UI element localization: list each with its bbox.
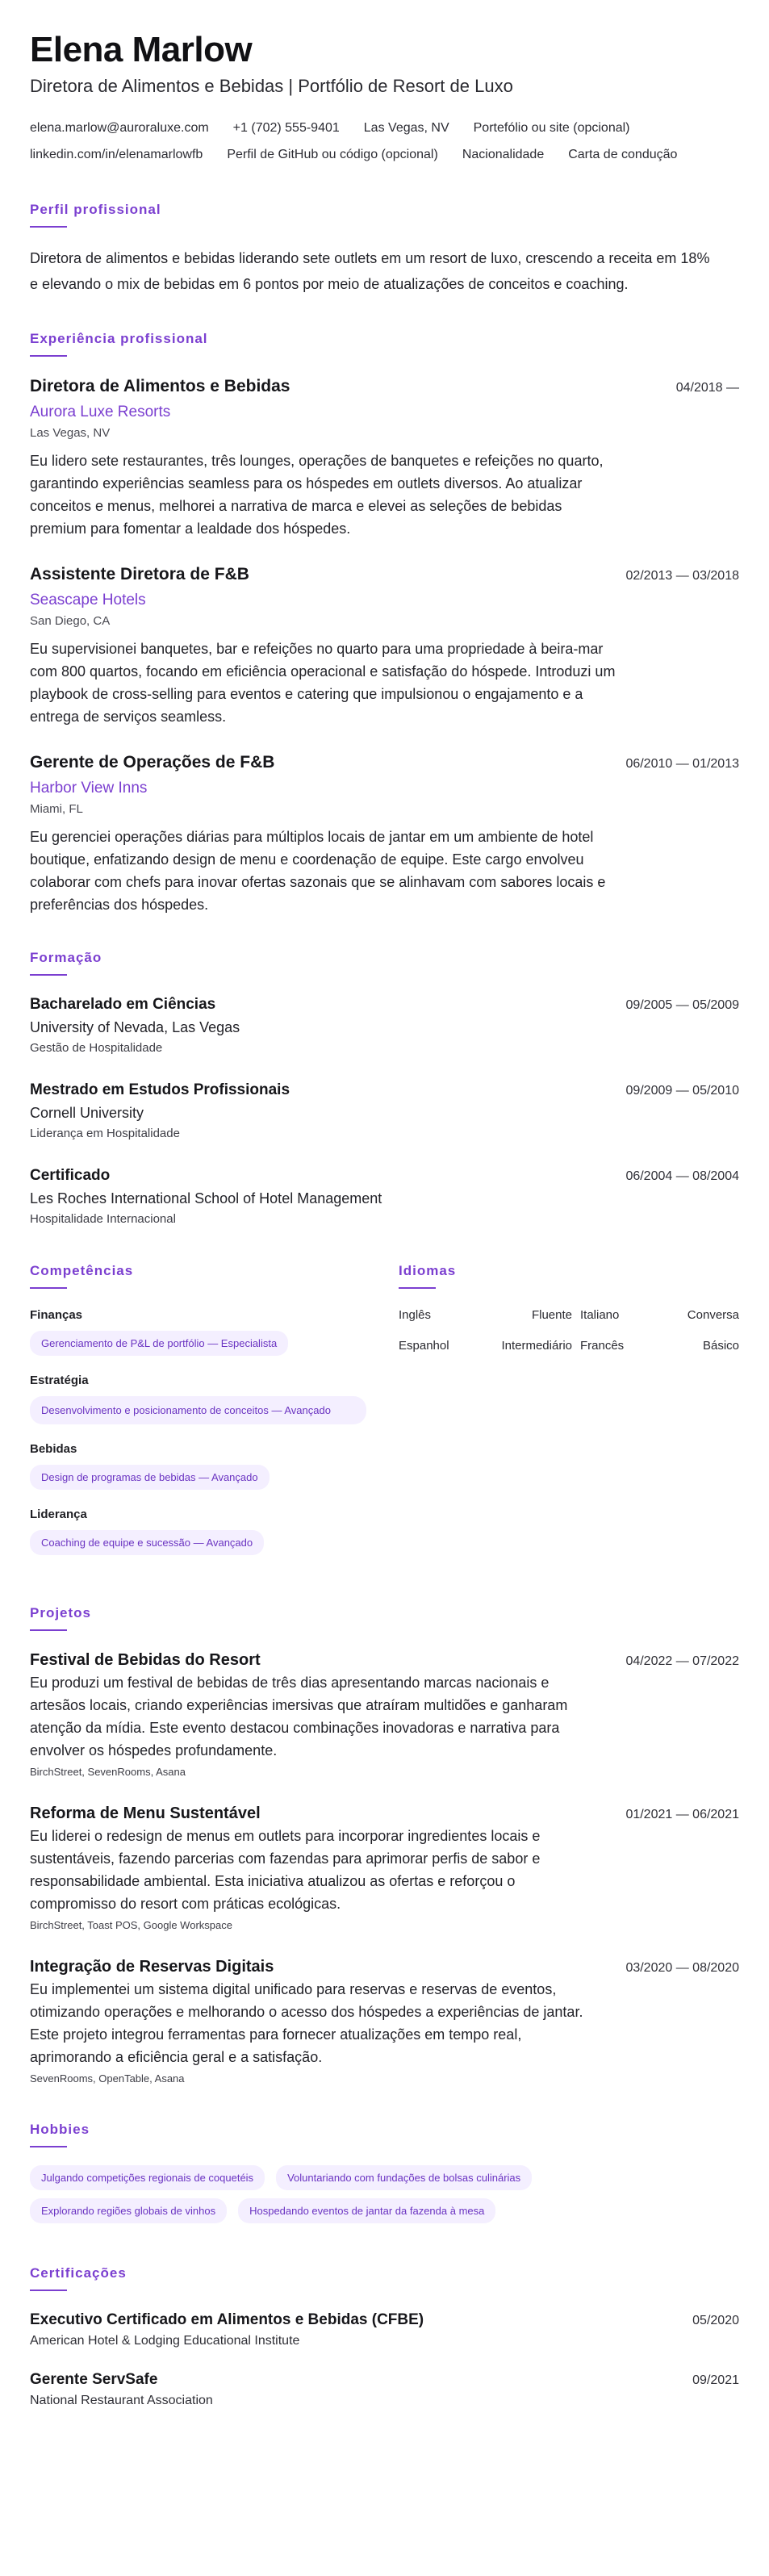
- section-title: Competências: [30, 1263, 134, 1278]
- education-school: Cornell University: [30, 1105, 144, 1121]
- certification-title: Gerente ServSafe: [30, 2371, 158, 2388]
- language-row: [399, 1307, 739, 1324]
- job-description: Eu lidero sete restaurantes, três lounges, operações de banquetes e refeições no quarto, garantindo experiências seamless para os hóspedes em outlets diversos. Ao atualizar conceitos e menus, melhorei a narrativa de marca e elevei as seleções de bebidas premium para fomentar a lealdade dos hóspedes.: [30, 453, 604, 537]
- skill-group: [30, 1441, 366, 1490]
- education-school: University of Nevada, Las Vegas: [30, 1019, 240, 1035]
- language-name: Espanhol: [399, 1339, 449, 1353]
- education-school: Les Roches International School of Hotel Management: [30, 1190, 382, 1206]
- education-degree: Mestrado em Estudos Profissionais: [30, 1081, 290, 1098]
- job-entry: [30, 562, 739, 728]
- language-name: Inglês: [399, 1308, 432, 1322]
- section-title: Certificações: [30, 2265, 127, 2281]
- skills-languages-row: [30, 1261, 739, 1571]
- job-title: Gerente de Operações de F&B: [30, 753, 275, 772]
- hobby-chip: Hospedando eventos de jantar da fazenda à mesa: [238, 2198, 495, 2223]
- section-title: Hobbies: [30, 2122, 90, 2137]
- job-dates: 06/2010 — 01/2013: [625, 757, 739, 771]
- section-title: Experiência profissional: [30, 331, 208, 346]
- hobby-chip: Julgando competições regionais de coquetéis: [30, 2165, 265, 2190]
- candidate-title: Diretora de Alimentos e Bebidas | Portfólio de Resort de Luxo: [30, 76, 513, 96]
- project-tools: BirchStreet, SevenRooms, Asana: [30, 1766, 186, 1778]
- project-dates: 03/2020 — 08/2020: [625, 1961, 739, 1975]
- section-title: Idiomas: [399, 1263, 457, 1278]
- certification-entry: [30, 2309, 739, 2351]
- section-title: Formação: [30, 950, 102, 965]
- education-entry: [30, 993, 739, 1058]
- education-field: Liderança em Hospitalidade: [30, 1127, 180, 1140]
- project-entry: [30, 1802, 739, 1934]
- contact-email[interactable]: elena.marlow@auroraluxe.com: [30, 121, 209, 135]
- contact-github[interactable]: Perfil de GitHub ou código (opcional): [227, 148, 438, 161]
- language-level: Fluente: [531, 1308, 572, 1322]
- language-level: Conversa: [687, 1308, 739, 1322]
- job-title: Assistente Diretora de F&B: [30, 565, 249, 583]
- hobby-list: [30, 2165, 643, 2231]
- job-title: Diretora de Alimentos e Bebidas: [30, 377, 290, 395]
- education-section: [30, 948, 739, 1229]
- section-title: Perfil profissional: [30, 202, 161, 217]
- project-title: Integração de Reservas Digitais: [30, 1958, 274, 1976]
- language-level: Básico: [702, 1339, 739, 1353]
- skill-chip: Coaching de equipe e sucessão — Avançado: [30, 1530, 264, 1555]
- education-field: Hospitalidade Internacional: [30, 1212, 176, 1226]
- job-location: San Diego, CA: [30, 614, 111, 628]
- skill-group: [30, 1307, 366, 1356]
- job-description: Eu supervisionei banquetes, bar e refeições no quarto para uma propriedade à beira-mar com 800 quartos, focando em eficiência operacional e satisfação do hóspede. Introduzi um playbook de cross-selling para eventos e catering que impulsionou o engajamento e a entrega de serviços seamless.: [30, 641, 616, 725]
- education-degree: Bacharelado em Ciências: [30, 996, 216, 1013]
- education-entry: [30, 1079, 739, 1144]
- projects-section: [30, 1604, 739, 2088]
- job-location: Miami, FL: [30, 802, 83, 816]
- summary-section: [30, 200, 739, 297]
- contact-list: [30, 115, 739, 168]
- section-title: Projetos: [30, 1605, 92, 1620]
- experience-section: [30, 329, 739, 916]
- language-name: Italiano: [580, 1308, 620, 1322]
- skill-group: [30, 1506, 366, 1555]
- job-description: Eu gerenciei operações diárias para múltiplos locais de jantar em um ambiente de hotel boutique, enfatizando design de menu e coordenação de equipe. Este cargo envolveu colaborar com chefs para inovar ofertas sazonais que se alinhavam com sabores locais e preferências dos hóspedes.: [30, 829, 606, 913]
- job-entry: [30, 751, 739, 916]
- certification-date: 09/2021: [692, 2373, 739, 2387]
- certification-org: National Restaurant Association: [30, 2394, 213, 2407]
- contact-portfolio[interactable]: Portefólio ou site (opcional): [473, 121, 630, 135]
- section-divider: [30, 2146, 67, 2147]
- education-degree: Certificado: [30, 1167, 111, 1184]
- section-divider: [30, 1629, 67, 1631]
- section-divider: [30, 355, 67, 357]
- job-company: Aurora Luxe Resorts: [30, 404, 171, 420]
- contact-phone[interactable]: +1 (702) 555-9401: [232, 121, 340, 135]
- project-description: Eu implementei um sistema digital unificado para reservas e reservas de eventos, otimizando operações e melhorando o acesso dos hóspedes a experiências de jantar. Este projeto integrou ferramentas para fornecer atualizações em tempo real, aprimorando a eficiência geral e a satisfação.: [30, 1981, 583, 2065]
- contact-linkedin[interactable]: linkedin.com/in/elenamarlowfb: [30, 148, 203, 161]
- hobby-chip: Explorando regiões globais de vinhos: [30, 2198, 227, 2223]
- language-level: Intermediário: [501, 1339, 572, 1353]
- skill-chip: Desenvolvimento e posicionamento de conceitos — Avançado: [30, 1396, 366, 1424]
- skill-category: Finanças: [30, 1308, 83, 1322]
- job-location: Las Vegas, NV: [30, 426, 111, 440]
- job-company: Seascape Hotels: [30, 592, 146, 608]
- project-title: Festival de Bebidas do Resort: [30, 1651, 261, 1669]
- project-title: Reforma de Menu Sustentável: [30, 1804, 261, 1822]
- skills-section: [30, 1261, 366, 1571]
- certification-entry: [30, 2369, 739, 2411]
- contact-location: Las Vegas, NV: [363, 121, 449, 135]
- education-entry: [30, 1165, 739, 1229]
- language-name: Francês: [580, 1339, 625, 1353]
- project-tools: SevenRooms, OpenTable, Asana: [30, 2072, 185, 2085]
- project-entry: [30, 1649, 739, 1781]
- project-dates: 01/2021 — 06/2021: [625, 1808, 739, 1821]
- education-dates: 09/2005 — 05/2009: [625, 998, 739, 1012]
- section-divider: [30, 1287, 67, 1289]
- education-dates: 06/2004 — 08/2004: [625, 1169, 739, 1183]
- resume-header: [30, 29, 739, 168]
- project-description: Eu liderei o redesign de menus em outlets para incorporar ingredientes locais e sustentáveis, fazendo parcerias com fazendas para aprimorar perfis de sabor e responsabilidade ambiental. Esta iniciativa atualizou as ofertas e reforçou o compromisso do resort com práticas ecológicas.: [30, 1828, 541, 1912]
- skill-category: Estratégia: [30, 1374, 89, 1387]
- project-dates: 04/2022 — 07/2022: [625, 1654, 739, 1668]
- section-divider: [399, 1287, 436, 1289]
- section-divider: [30, 2290, 67, 2291]
- skill-chip: Gerenciamento de P&L de portfólio — Especialista: [30, 1331, 288, 1356]
- candidate-name: Elena Marlow: [30, 30, 253, 69]
- section-divider: [30, 226, 67, 228]
- certification-title: Executivo Certificado em Alimentos e Bebidas (CFBE): [30, 2311, 424, 2328]
- section-divider: [30, 974, 67, 976]
- job-dates: 02/2013 — 03/2018: [625, 569, 739, 583]
- skill-category: Bebidas: [30, 1442, 77, 1456]
- skill-chip: Design de programas de bebidas — Avançado: [30, 1465, 270, 1490]
- job-entry: [30, 374, 739, 540]
- skill-group: [30, 1372, 366, 1424]
- project-entry: [30, 1955, 739, 2088]
- education-field: Gestão de Hospitalidade: [30, 1041, 163, 1055]
- certifications-section: [30, 2264, 739, 2411]
- language-row: [399, 1337, 739, 1355]
- project-tools: BirchStreet, Toast POS, Google Workspace: [30, 1919, 232, 1931]
- certification-org: American Hotel & Lodging Educational Institute: [30, 2334, 300, 2348]
- skill-category: Liderança: [30, 1508, 87, 1521]
- job-company: Harbor View Inns: [30, 780, 148, 797]
- languages-section: [399, 1261, 739, 1571]
- project-description: Eu produzi um festival de bebidas de três dias apresentando marcas nacionais e artesãos locais, criando experiências imersivas que atraíram multidões e ganharam atenção da mídia. Este evento destacou combinações inovadoras e narrativa para envolver os hóspedes profundamente.: [30, 1675, 568, 1758]
- contact-nationality: Nacionalidade: [462, 148, 545, 161]
- hobbies-section: [30, 2120, 739, 2231]
- certification-date: 05/2020: [692, 2314, 739, 2327]
- contact-license: Carta de condução: [568, 148, 678, 161]
- summary-text: Diretora de alimentos e bebidas liderando sete outlets em um resort de luxo, crescendo a receita em 18% e elevando o mix de bebidas em 6 pontos por meio de atualizações de conceitos e coaching.: [30, 250, 710, 292]
- hobby-chip: Voluntariando com fundações de bolsas culinárias: [276, 2165, 532, 2190]
- education-dates: 09/2009 — 05/2010: [625, 1084, 739, 1098]
- job-dates: 04/2018 —: [675, 381, 739, 395]
